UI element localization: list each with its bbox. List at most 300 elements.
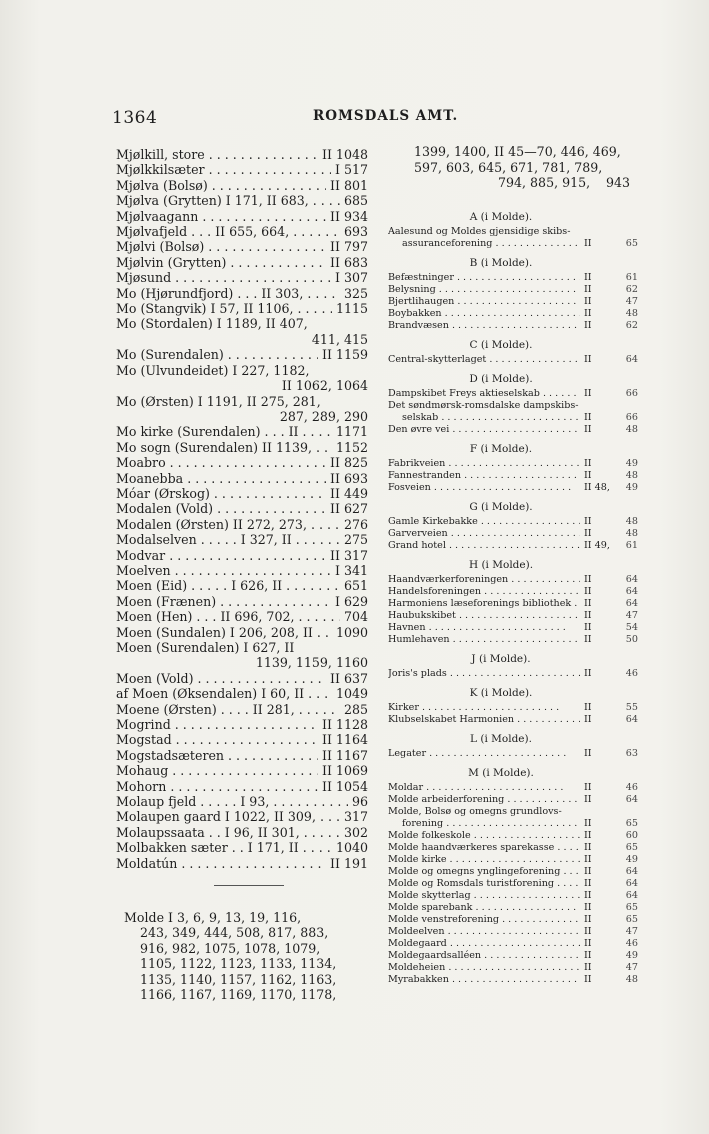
institution-page-ref: 46 <box>625 782 638 793</box>
dot-leader <box>295 702 340 717</box>
institution-page-ref: 63 <box>625 748 638 759</box>
institution-name <box>388 914 580 926</box>
institution-name-text: selskab <box>402 412 439 423</box>
entry-name <box>116 224 340 239</box>
entry-name-text: Mo (Stordalen) I 1189, II 407, <box>116 316 308 332</box>
institution-name <box>388 284 580 296</box>
institution-page-ref: 65 <box>625 914 638 925</box>
dot-leader <box>492 238 580 249</box>
entry-name-text: Moen (Sundalen) I 206, 208, II <box>116 624 313 640</box>
institution-volume: II <box>584 794 592 805</box>
institution-name-text: Garverveien <box>388 528 448 539</box>
institution-name-text: Bjertlihaugen <box>388 296 455 307</box>
molde-entry-line: 1135, 1140, 1157, 1162, 1163, <box>140 971 337 987</box>
index-entry-continuation <box>116 409 368 424</box>
institution-name-text: Joris's plads <box>388 668 447 679</box>
entry-page-ref: II 627 <box>330 501 368 517</box>
section-heading: G (i Molde). <box>469 501 533 513</box>
institution-page-ref: 48 <box>625 308 638 319</box>
institution-name-text: Molde skytterlag <box>388 890 471 901</box>
entry-page-ref: 943 <box>605 175 630 191</box>
entry-page-ref: 415 <box>343 331 368 347</box>
section-heading: J (i Molde). <box>471 653 531 665</box>
index-entry <box>116 840 368 855</box>
institution-page-ref: 64 <box>625 866 638 877</box>
entry-name <box>116 178 326 193</box>
entry-name-text: Mjølvafjeld . . . II 655, 664, <box>116 224 290 240</box>
institution-name <box>402 412 580 424</box>
entry-page-ref: 290 <box>343 408 368 424</box>
index-entry <box>116 548 368 563</box>
institution-name-text: Grand hotel <box>388 540 446 551</box>
entry-name <box>116 748 318 763</box>
dot-leader <box>454 296 580 307</box>
institution-name-text: Boybakken <box>388 308 442 319</box>
institution-name-text: Dampskibet Freys aktieselskab <box>388 388 540 399</box>
entry-page-ref: II 683 <box>330 254 368 270</box>
entry-name-text: Moabro <box>116 455 166 471</box>
institution-entry <box>388 866 638 878</box>
institution-page-ref: 62 <box>625 284 638 295</box>
entry-name-text: af Moen (Øksendalen) I 60, II <box>116 686 305 702</box>
institution-name <box>388 458 580 470</box>
entry-name <box>116 394 364 409</box>
section-heading: B (i Molde). <box>469 257 533 269</box>
institution-name <box>402 238 580 250</box>
dot-leader <box>193 671 326 686</box>
institution-entry <box>388 284 638 296</box>
institution-entry <box>388 320 638 332</box>
institution-entry <box>388 714 638 726</box>
entry-name <box>116 625 332 640</box>
institution-name-text: Haubukskibet <box>388 610 456 621</box>
dot-leader <box>208 178 326 193</box>
institution-entry <box>388 794 638 806</box>
dot-leader <box>448 528 580 539</box>
institution-volume: II <box>584 634 592 645</box>
institution-entry <box>388 830 638 842</box>
dot-leader <box>478 516 580 527</box>
institution-name-text: forening <box>402 818 444 829</box>
entry-name <box>116 548 326 563</box>
dot-leader <box>423 782 563 793</box>
entry-name <box>116 147 318 162</box>
entry-name <box>116 162 331 177</box>
institution-name-text: Kirker <box>388 702 419 713</box>
index-entry <box>116 732 368 747</box>
dot-leader <box>447 938 580 949</box>
molde-continuation-line: 597, 603, 645, 671, 781, 789, <box>414 159 603 175</box>
entry-page-ref: II 191 <box>330 855 368 871</box>
institution-entry <box>388 622 638 634</box>
institution-entry <box>388 950 638 962</box>
entry-name-text: Molaupen gaard I 1022, II 309, <box>116 809 316 825</box>
institution-name-text: Molde venstreforening <box>388 914 500 925</box>
entry-name-text: Mjølva (Bolsø) <box>116 177 208 193</box>
institution-name-text: Moldeheien <box>388 962 446 973</box>
entry-name <box>116 316 364 331</box>
dot-leader <box>292 532 340 547</box>
entry-page-ref: II 1167 <box>321 747 368 763</box>
institution-name <box>388 842 580 854</box>
institution-page-ref: 46 <box>625 668 638 679</box>
institution-page-ref: 47 <box>625 962 638 973</box>
dot-leader <box>299 840 332 855</box>
molde-continuation-line: 794, 885, 915, 943 <box>498 175 630 191</box>
index-entry <box>116 594 368 609</box>
index-entry-continuation <box>116 378 368 393</box>
entry-page-ref: II 637 <box>330 670 368 686</box>
institution-name-text: Molde og Romsdals turistforening <box>388 878 555 889</box>
institution-name-text: Molde, Bolsø og omegns grundlovs- <box>388 806 562 817</box>
dot-leader <box>436 284 576 295</box>
dot-leader <box>442 308 580 319</box>
index-entry <box>116 440 368 455</box>
entry-name-text: Moen (Hen) . . . II 696, 702, <box>116 609 295 625</box>
dot-leader <box>213 501 326 516</box>
institution-page-ref: 65 <box>625 238 638 249</box>
institution-page-ref: 46 <box>625 938 638 949</box>
institution-entry <box>388 806 638 818</box>
institution-entry <box>388 748 638 760</box>
institution-volume: II <box>584 284 592 295</box>
index-entry <box>116 809 368 824</box>
institution-name-text: Moldegaard <box>388 938 447 949</box>
institution-name <box>388 424 580 436</box>
dot-leader <box>454 272 580 283</box>
entry-name-text: Molaupssaata . . I 96, II 301, <box>116 824 300 840</box>
institution-name <box>388 702 580 714</box>
dot-leader <box>456 610 580 621</box>
institution-name-text: Humlehaven <box>388 634 450 645</box>
index-entry <box>116 209 368 224</box>
institution-entry <box>388 516 638 528</box>
institution-volume: II <box>584 308 592 319</box>
entry-page-ref: 325 <box>343 285 368 301</box>
dot-leader <box>443 818 580 829</box>
dot-leader <box>210 486 326 501</box>
dot-leader <box>171 563 331 578</box>
entry-page-ref: II 801 <box>330 177 368 193</box>
left-index-column <box>116 147 368 871</box>
entry-page-ref: II 1128 <box>321 717 368 733</box>
institution-name <box>388 528 580 540</box>
institution-entry <box>388 634 638 646</box>
dot-leader <box>471 830 580 841</box>
institution-name <box>388 806 580 818</box>
institution-entry <box>388 974 638 986</box>
institution-name-text: Molde kirke <box>388 854 447 865</box>
index-entry <box>116 147 368 162</box>
institution-name <box>388 354 580 366</box>
dot-leader <box>446 540 580 551</box>
entry-name <box>116 209 326 224</box>
institution-name-text: Fannestranden <box>388 470 462 481</box>
dot-leader <box>450 634 580 645</box>
dot-leader <box>309 193 340 208</box>
index-entry-continuation <box>116 332 368 347</box>
institution-volume: II <box>584 890 592 901</box>
dot-leader <box>540 388 580 399</box>
institution-entry <box>388 482 638 494</box>
entry-name <box>116 717 318 732</box>
entry-page-ref: II 825 <box>330 455 368 471</box>
institution-name <box>388 950 580 962</box>
institution-entry <box>388 926 638 938</box>
institution-name-text: Molde sparebank <box>388 902 473 913</box>
entry-page-ref: 276 <box>343 516 368 532</box>
entry-name-text: Modalen (Vold) <box>116 501 214 517</box>
dot-leader <box>504 794 580 805</box>
entry-page-ref: 1152 <box>335 439 368 455</box>
institution-entry <box>388 890 638 902</box>
entry-page-ref: I 307 <box>334 270 368 286</box>
molde-entry-line: 1166, 1167, 1169, 1170, 1178, <box>140 987 337 1003</box>
dot-leader <box>313 625 332 640</box>
entry-page-ref: I 341 <box>334 562 368 578</box>
dot-leader <box>508 574 580 585</box>
institution-volume: II <box>584 238 592 249</box>
institution-page-ref: 64 <box>625 714 638 725</box>
dot-leader <box>216 594 331 609</box>
entry-name-text: Mjølvin (Grytten) <box>116 254 227 270</box>
institution-name-text: Havnen <box>388 622 426 633</box>
institution-volume: II <box>584 914 592 925</box>
dot-leader <box>204 239 326 254</box>
dot-leader <box>299 424 332 439</box>
institution-entry <box>388 878 638 890</box>
institution-name-text: Befæstninger <box>388 272 454 283</box>
institution-volume: II <box>584 950 592 961</box>
entry-name <box>116 732 318 747</box>
index-entry <box>116 640 368 655</box>
dot-leader <box>514 714 580 725</box>
institution-page-ref: 49 <box>625 458 638 469</box>
entry-name-text: Moen (Vold) <box>116 670 194 686</box>
institution-name <box>388 714 580 726</box>
dot-leader <box>282 578 340 593</box>
institution-page-ref: 62 <box>625 320 638 331</box>
entry-name <box>116 594 331 609</box>
institution-name-text: Myrabakken <box>388 974 449 985</box>
dot-leader <box>166 779 318 794</box>
institution-volume: II <box>584 702 592 713</box>
index-entry-continuation <box>116 655 368 670</box>
molde-continuation-line: 1399, 1400, II 45—70, 446, 469, <box>414 144 621 159</box>
entry-name-text: Modalen (Ørsten) II 272, 273, <box>116 516 307 532</box>
index-entry <box>116 517 368 532</box>
running-head: ROMSDALS AMT. <box>313 108 459 124</box>
entry-name <box>116 301 332 316</box>
section-heading: M (i Molde). <box>468 767 534 779</box>
index-entry <box>116 486 368 501</box>
institution-volume: II <box>584 748 592 759</box>
entry-page-ref: 1040 <box>335 840 368 856</box>
dot-leader <box>554 842 580 853</box>
entry-page-ref: 302 <box>343 824 368 840</box>
dot-leader <box>293 301 331 316</box>
institution-name <box>388 622 580 634</box>
institution-volume: II <box>584 354 592 365</box>
entry-page-ref: 1171 <box>335 424 368 440</box>
institution-entry <box>388 902 638 914</box>
institution-volume: II <box>584 610 592 621</box>
dot-leader <box>554 878 580 889</box>
institution-name <box>388 540 580 552</box>
institution-page-ref: 47 <box>625 296 638 307</box>
institution-name-text: Den øvre vei <box>388 424 450 435</box>
molde-entry-line: 1105, 1122, 1123, 1133, 1134, <box>140 956 337 972</box>
institution-entry <box>388 818 638 830</box>
institution-name <box>388 482 580 494</box>
dot-leader <box>449 424 580 435</box>
institution-name <box>388 878 580 890</box>
molde-entry-line: 243, 349, 444, 508, 817, 883, <box>140 925 329 941</box>
institution-page-ref: 60 <box>625 830 638 841</box>
institution-name <box>388 226 580 238</box>
entry-name <box>116 809 340 824</box>
institution-name-text: Moldeelven <box>388 926 445 937</box>
institution-page-ref: 49 <box>625 482 638 493</box>
entry-page-ref: II 1159 <box>321 347 368 363</box>
column-separator-rule <box>214 885 284 886</box>
dot-leader <box>224 347 318 362</box>
index-entry <box>116 193 368 208</box>
institution-name <box>388 782 580 794</box>
institution-page-ref: 55 <box>625 702 638 713</box>
institution-name <box>388 668 580 680</box>
institution-name <box>388 296 580 308</box>
entry-page-ref: 693 <box>343 224 368 240</box>
institution-entry <box>388 528 638 540</box>
entry-page-ref: II 1069 <box>321 763 368 779</box>
institution-name-text: Moldar <box>388 782 424 793</box>
institution-name-text: Harmoniens læseforenings bibliothek <box>388 598 572 609</box>
institution-name-text: Molde haandværkeres sparekasse <box>388 842 555 853</box>
institution-volume: II <box>584 878 592 889</box>
entry-name <box>116 763 318 778</box>
institution-name-text: Legater <box>388 748 427 759</box>
institution-page-ref: 61 <box>625 540 638 551</box>
institution-name <box>388 586 580 598</box>
institution-page-ref: 48 <box>625 528 638 539</box>
entry-name <box>116 640 364 655</box>
entry-name-text: Mjølkill, store <box>116 147 205 162</box>
entry-name-text: Mo (Surendalen) <box>116 347 224 363</box>
institution-volume: II <box>584 866 592 877</box>
institution-name-text: Haandværkerforeningen <box>388 574 509 585</box>
institution-name <box>388 890 580 902</box>
institution-entry <box>388 238 638 250</box>
entry-name-text: Mo (Ørsten) I 1191, II 275, 281, <box>116 393 321 409</box>
entry-name <box>116 440 332 455</box>
institution-volume: II <box>584 272 592 283</box>
section-heading: A (i Molde). <box>469 211 533 223</box>
institution-name <box>388 938 580 950</box>
index-entry <box>116 424 368 439</box>
dot-leader <box>165 548 326 563</box>
entry-name <box>116 578 340 593</box>
index-entry <box>116 609 368 624</box>
institution-page-ref: 64 <box>625 598 638 609</box>
entry-name-text: Mjøsund <box>116 270 172 286</box>
dot-leader <box>177 856 326 871</box>
dot-leader <box>224 748 318 763</box>
institution-page-ref: 50 <box>625 634 638 645</box>
institution-name-text: Aalesund og Moldes gjensidige skibs- <box>388 226 571 237</box>
entry-name <box>116 286 340 301</box>
entry-name-text: Moelven <box>116 562 171 578</box>
entry-page-ref: II 1164 <box>321 732 368 748</box>
entry-name-text: Mo sogn (Surendalen) II 1139, <box>116 439 313 455</box>
entry-name <box>116 486 326 501</box>
institution-page-ref: 49 <box>625 854 638 865</box>
institution-name <box>388 926 580 938</box>
entry-name-text: Mogstad <box>116 732 172 748</box>
entry-name-text: Mo (Hjørundfjord) . . . II 303, <box>116 285 304 301</box>
entry-name-text: Modvar <box>116 547 166 563</box>
dot-leader <box>172 732 318 747</box>
institution-name <box>388 308 580 320</box>
molde-entry-line: 916, 982, 1075, 1078, 1079, <box>140 940 321 956</box>
entry-name-text: Mo kirke (Surendalen) . . . II <box>116 424 299 440</box>
index-entry <box>116 779 368 794</box>
entry-name-text: Mo (Ulvundeidet) I 227, 1182, <box>116 362 310 378</box>
institution-name <box>388 748 580 760</box>
institution-name-text: Klubselskabet Harmonien <box>388 714 515 725</box>
entry-name <box>116 193 340 208</box>
entry-page-ref: 1115 <box>335 301 368 317</box>
institution-entry <box>388 424 638 436</box>
institution-page-ref: 49 <box>625 950 638 961</box>
institution-page-ref: 65 <box>625 902 638 913</box>
dot-leader <box>481 950 580 961</box>
index-entry <box>116 347 368 362</box>
institution-page-ref: 64 <box>625 354 638 365</box>
institution-name <box>388 516 580 528</box>
institution-page-ref: 47 <box>625 926 638 937</box>
entry-name <box>116 363 364 378</box>
entry-name-text: Mjølva (Grytten) I 171, II 683, <box>116 193 309 209</box>
institution-volume: II <box>584 962 592 973</box>
institution-entry <box>388 470 638 482</box>
entry-page-ref: 651 <box>343 578 368 594</box>
entry-page-ref: II 449 <box>330 485 368 501</box>
institution-entry <box>388 938 638 950</box>
institution-volume: II <box>584 574 592 585</box>
institution-entry <box>388 400 638 412</box>
institution-name-text: Gamle Kirkebakke <box>388 516 478 527</box>
index-entry <box>116 363 368 378</box>
dot-leader <box>198 209 326 224</box>
dot-leader <box>294 609 339 624</box>
entry-name-text: Molbakken sæter . . I 171, II <box>116 840 299 856</box>
institution-volume: II <box>584 842 592 853</box>
entry-name-text: Mjølkkilsæter <box>116 162 205 178</box>
institution-name <box>402 818 580 830</box>
dot-leader <box>168 763 318 778</box>
institution-entry <box>388 574 638 586</box>
entry-page-ref: II 1054 <box>321 778 368 794</box>
institution-volume: II <box>584 974 592 985</box>
entry-name <box>116 840 332 855</box>
institution-volume: II <box>584 926 592 937</box>
institution-page-ref: 65 <box>625 818 638 829</box>
entry-page-ref: 1064 <box>335 378 368 394</box>
dot-leader <box>447 854 581 865</box>
index-entry <box>116 671 368 686</box>
institution-page-ref: 65 <box>625 842 638 853</box>
